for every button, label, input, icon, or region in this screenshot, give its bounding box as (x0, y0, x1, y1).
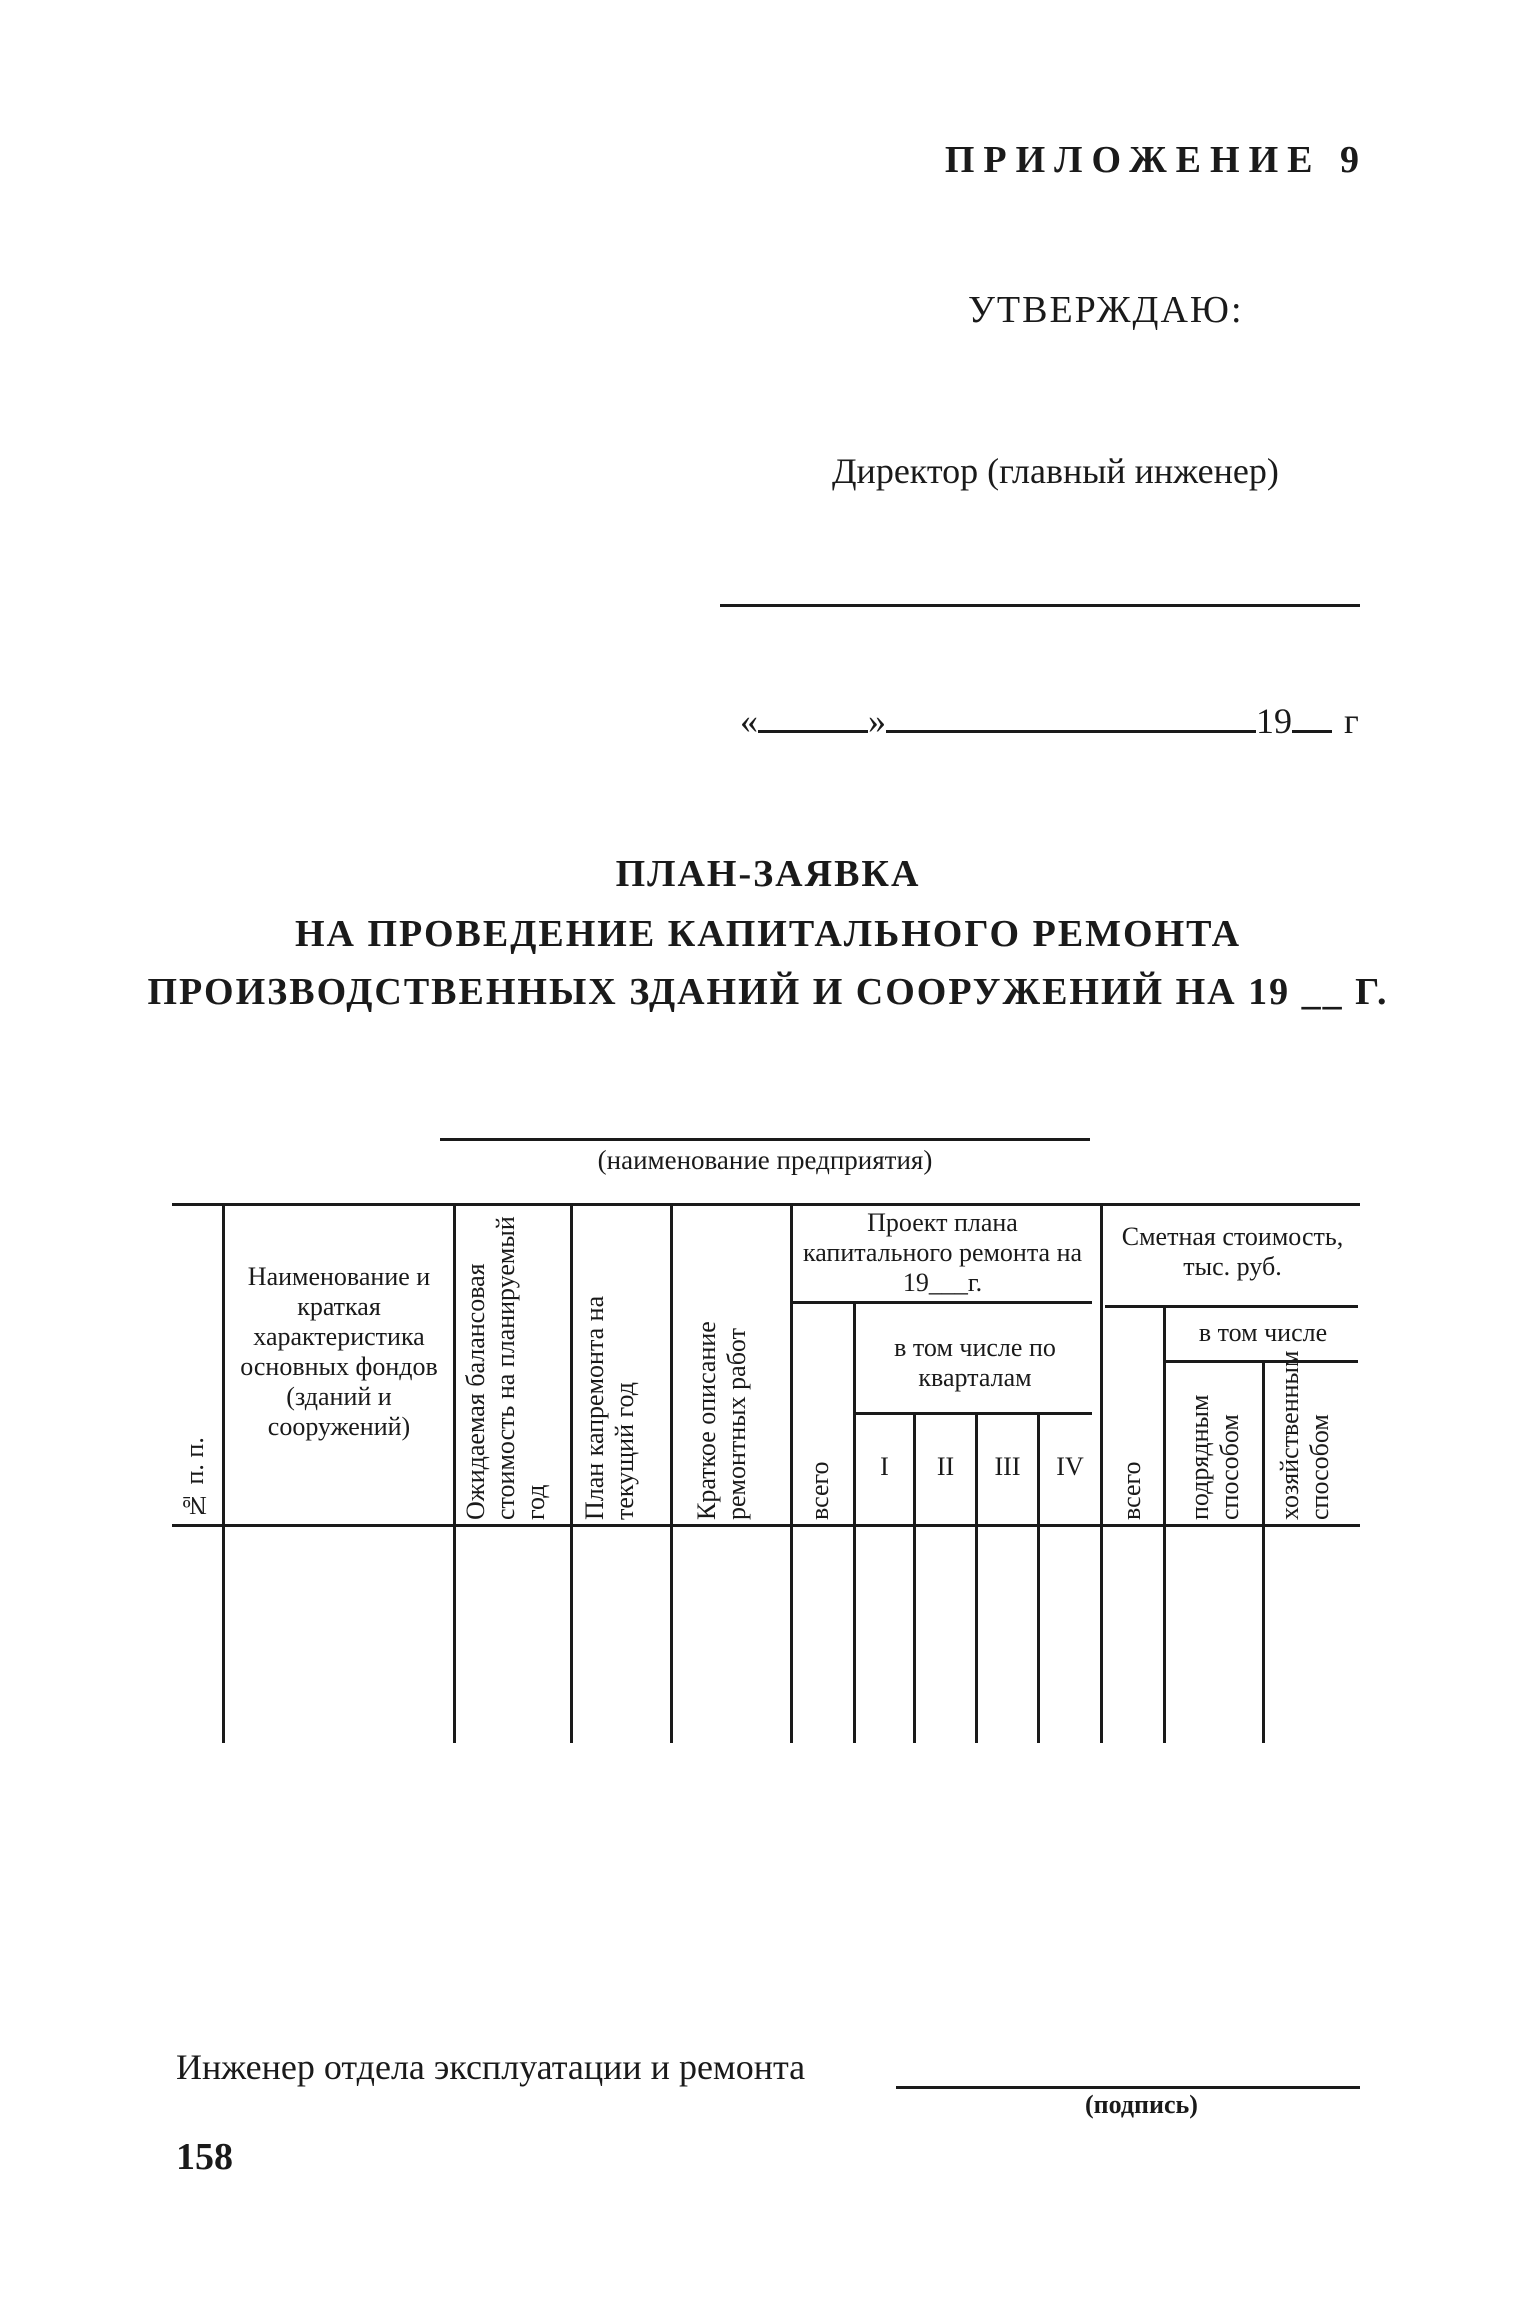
col-divider (1262, 1360, 1265, 1743)
estimate-including-header: в том числе (1198, 1318, 1328, 1347)
col-divider (1100, 1203, 1103, 1743)
column-description-header: Краткое описание ремонтных работ (692, 1321, 751, 1520)
approval-date-row (740, 700, 1359, 742)
enterprise-name-line[interactable] (440, 1138, 1090, 1141)
estimate-group-divider (1105, 1305, 1358, 1308)
project-group-divider (790, 1301, 1092, 1304)
quarters-divider (853, 1412, 1092, 1415)
col-divider (670, 1203, 673, 1743)
document-title-line2: НА ПРОВЕДЕНИЕ КАПИТАЛЬНОГО РЕМОНТА (294, 913, 1242, 955)
estimate-own-header: хозяйственным способом (1275, 1350, 1334, 1520)
col-divider (222, 1203, 225, 1743)
month-blank[interactable] (886, 700, 1256, 733)
quarter-3-header: III (994, 1452, 1021, 1481)
column-number-header: № п. п. (180, 1437, 209, 1520)
engineer-label: Инженер отдела эксплуатации и ремонта (176, 2047, 806, 2087)
document-title-line3: ПРОИЗВОДСТВЕННЫХ ЗДАНИЙ И СООРУЖЕНИЙ НА 19 __ Г. (147, 971, 1389, 1013)
col-divider (853, 1301, 856, 1743)
col-divider (570, 1203, 573, 1743)
col-divider (1163, 1305, 1166, 1743)
project-group-header: Проект плана капитального ремонта на 19___г. (802, 1208, 1083, 1297)
quarter-2-header: II (936, 1452, 955, 1481)
header-bottom-border (172, 1524, 1360, 1527)
engineer-signature-line[interactable] (896, 2086, 1360, 2089)
page-number: 158 (176, 2136, 233, 2178)
col-divider (453, 1203, 456, 1743)
estimate-total-header: всего (1117, 1461, 1146, 1520)
project-total-header: всего (805, 1461, 834, 1520)
date-close-quote: » (868, 701, 886, 741)
document-title-line1: ПЛАН-ЗАЯВКА (615, 853, 921, 895)
director-label: Директор (главный инженер) (832, 451, 1279, 491)
column-name-header: Наименование и краткая характеристика основных фондов (зданий и сооружений) (240, 1262, 438, 1441)
enterprise-caption: (наименование предприятия) (597, 1145, 933, 1175)
column-balance-header: Ожидаемая балансовая стоимость на планируемый год (461, 1216, 550, 1520)
quarter-1-header: I (880, 1452, 889, 1481)
estimate-contract-header: подрядным способом (1185, 1394, 1244, 1520)
estimate-group-header: Сметная стоимость, тыс. руб. (1121, 1222, 1344, 1281)
including-divider (1163, 1360, 1358, 1363)
date-open-quote: « (740, 701, 758, 741)
year-blank[interactable] (1292, 700, 1332, 733)
year-prefix: 19 (1256, 701, 1292, 741)
year-suffix: г (1344, 701, 1359, 741)
approve-label: УТВЕРЖДАЮ: (968, 289, 1244, 331)
director-signature-line[interactable] (720, 604, 1360, 607)
day-blank[interactable] (758, 700, 868, 733)
appendix-label: ПРИЛОЖЕНИЕ 9 (944, 139, 1368, 181)
project-quarters-header: в том числе по кварталам (894, 1333, 1056, 1392)
col-divider (790, 1203, 793, 1743)
signature-caption: (подпись) (1085, 2090, 1198, 2119)
quarter-4-header: IV (1056, 1452, 1084, 1481)
column-current-plan-header: План капремонта на текущий год (580, 1295, 639, 1520)
table-top-border (172, 1203, 1360, 1206)
